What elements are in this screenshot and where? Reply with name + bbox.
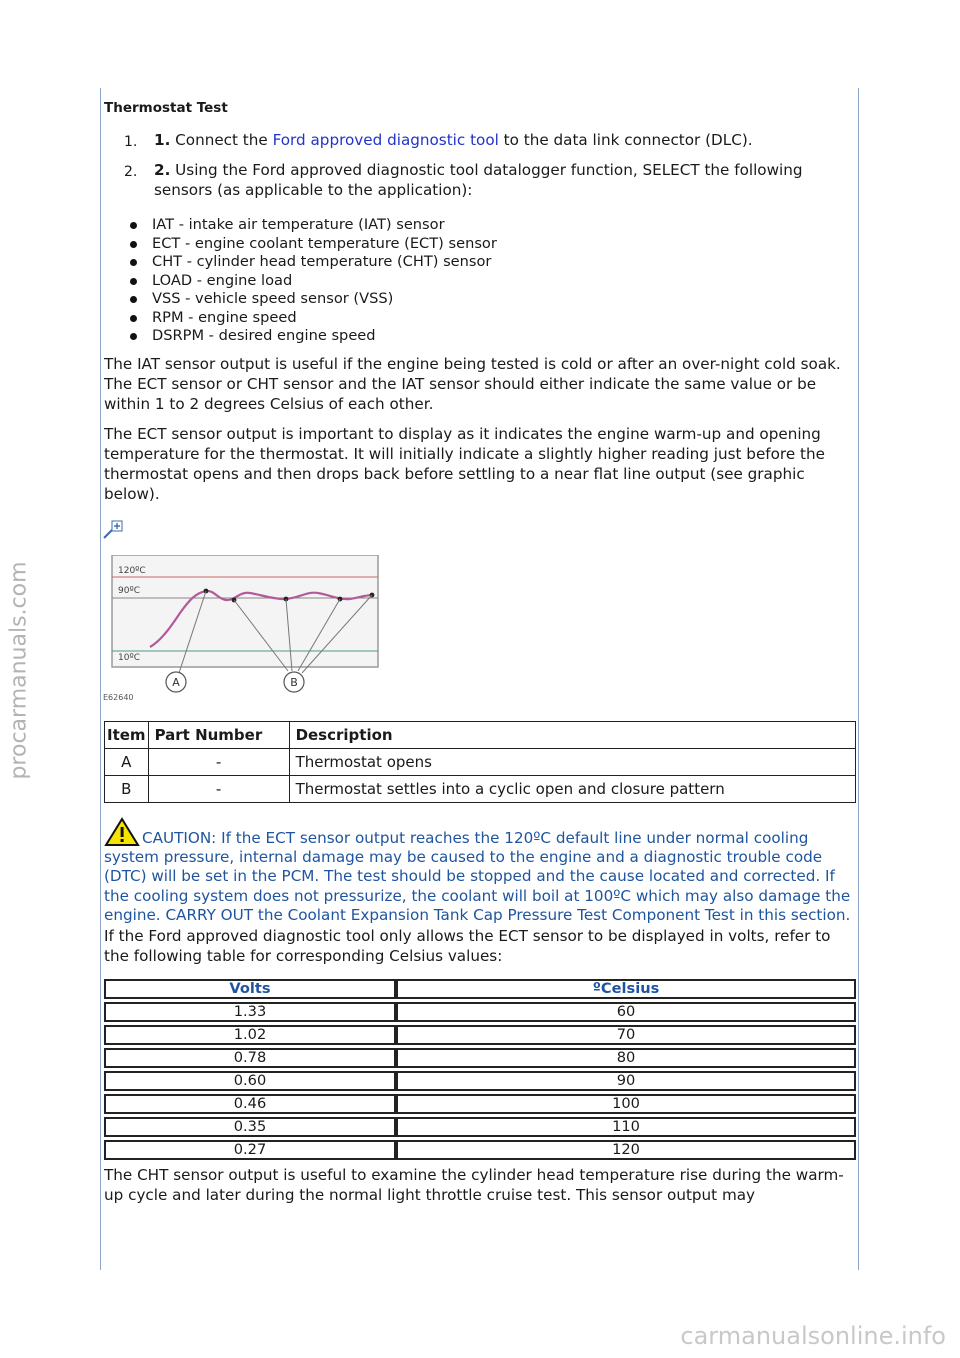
step-2 [104, 160, 856, 200]
table-row: 0.27 120 [104, 1140, 856, 1160]
zoom-icon[interactable] [102, 520, 124, 540]
step-2-bold: 2. [154, 161, 171, 179]
table-row: B - Thermostat settles into a cyclic open and closure pattern [105, 775, 856, 802]
step-1 [104, 130, 856, 150]
document-body [104, 98, 856, 1215]
diagnostic-tool-link[interactable]: Ford approved diagnostic tool [272, 131, 499, 149]
table-row: 0.78 80 [104, 1048, 856, 1068]
label-90c: 90ºC [118, 585, 140, 596]
right-margin-line [858, 88, 859, 1270]
list-item: RPM - engine speed [128, 309, 856, 328]
header-description: Description [289, 721, 855, 748]
table-row: 0.60 90 [104, 1071, 856, 1091]
volts-table [104, 976, 856, 1163]
table-row: 0.35 110 [104, 1117, 856, 1137]
step-1-text-before: Connect the [170, 131, 273, 149]
figure-code: E62640 [103, 692, 134, 702]
table-row: 0.46 100 [104, 1094, 856, 1114]
items-table [104, 721, 856, 803]
list-item: CHT - cylinder head temperature (CHT) sensor [128, 253, 856, 272]
thermostat-graph-figure [102, 555, 392, 703]
list-item: DSRPM - desired engine speed [128, 327, 856, 346]
section-title: Thermostat Test [104, 100, 228, 116]
table-row: 1.02 70 [104, 1025, 856, 1045]
warning-icon [104, 817, 142, 847]
side-watermark: procarmanuals.com [6, 560, 32, 780]
list-item: VSS - vehicle speed sensor (VSS) [128, 290, 856, 309]
header-celsius: ºCelsius [396, 979, 856, 999]
list-item: IAT - intake air temperature (IAT) sensor [128, 216, 856, 235]
step-1-bold: 1. [154, 131, 171, 149]
callout-b-label: B [290, 675, 298, 689]
volts-intro-paragraph: If the Ford approved diagnostic tool only allows the ECT sensor to be displayed in volts, refer to the following table for corresponding Celsius values: [104, 926, 831, 965]
step-1-text-after: to the data link connector (DLC). [498, 131, 753, 149]
step-1-number: 1. [124, 134, 138, 150]
step-2-text: Using the Ford approved diagnostic tool datalogger function, SELECT the following sensors (as applicable to the application): [154, 161, 803, 199]
caution-note [104, 817, 856, 926]
table-row: A - Thermostat opens [105, 748, 856, 775]
step-2-number: 2. [124, 164, 138, 180]
ect-paragraph: The ECT sensor output is important to display as it indicates the engine warm-up and opening temperature for the thermostat. It will initially indicate a slightly higher reading just before the thermostat opens and then drops back before settling to a near flat line output (see graphic below). [104, 424, 825, 503]
table-row: 1.33 60 [104, 1002, 856, 1022]
label-10c: 10ºC [118, 652, 140, 663]
bottom-watermark: carmanualsonline.info [680, 1322, 946, 1350]
list-item: ECT - engine coolant temperature (ECT) sensor [128, 235, 856, 254]
thermostat-graph [102, 555, 392, 703]
caution-text: CAUTION: If the ECT sensor output reaches the 120ºC default line under normal cooling system pressure, internal damage may be caused to the engine and a diagnostic trouble code (DTC) will be set in the PCM. The test should be stopped and the cause located and corrected. If the cooling system does not pressurize, the coolant will boil at 100ºC which may also damage the engine. CARRY OUT the Coolant Expansion Tank Cap Pressure Test Component Test in this section. [104, 828, 851, 925]
graph-frame [112, 555, 378, 667]
iat-paragraph: The IAT sensor output is useful if the engine being tested is cold or after an over-night cold soak. The ECT sensor or CHT sensor and the IAT sensor should either indicate the same value or be within 1 to 2 degrees Celsius of each other. [104, 354, 841, 413]
callout-a-label: A [172, 675, 180, 689]
list-item: LOAD - engine load [128, 272, 856, 291]
cht-paragraph: The CHT sensor output is useful to examine the cylinder head temperature rise during the warm-up cycle and later during the normal light throttle cruise test. This sensor output may [104, 1165, 844, 1204]
sensor-list [104, 216, 856, 346]
label-120c: 120ºC [118, 565, 146, 576]
header-volts: Volts [104, 979, 396, 999]
header-item: Item [105, 721, 149, 748]
left-margin-line [100, 88, 101, 1270]
header-part-number: Part Number [148, 721, 289, 748]
